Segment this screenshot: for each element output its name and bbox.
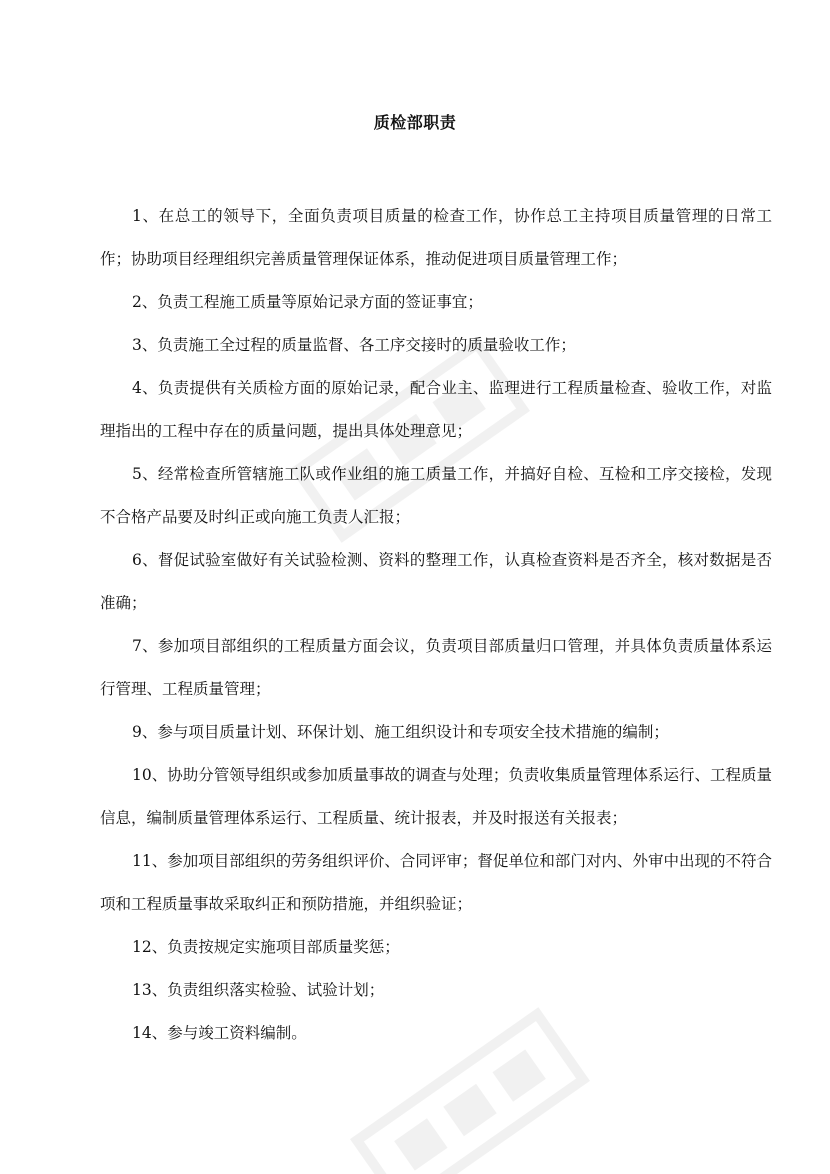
duty-item-9: 9、参与项目质量计划、环保计划、施工组织设计和专项安全技术措施的编制； xyxy=(132,723,669,741)
document-title: 质检部职责 xyxy=(373,113,457,132)
duty-item-13: 13、负责组织落实检验、试验计划； xyxy=(132,981,385,999)
duty-item-5: 5、经常检查所管辖施工队或作业组的施工质量工作，并搞好自检、互检和工序交接检，发现不合格产品要及时纠正或向施工负责人汇报； xyxy=(100,465,772,526)
duty-item-11: 11、参加项目部组织的劳务组织评价、合同评审；督促单位和部门对内、外审中出现的不符合项和工程质量事故采取纠正和预防措施，并组织验证； xyxy=(100,852,772,913)
duty-item-14: 14、参与竣工资料编制。 xyxy=(132,1024,307,1042)
duty-item-12: 12、负责按规定实施项目部质量奖惩； xyxy=(132,938,400,956)
duty-item-1: 1、在总工的领导下，全面负责项目质量的检查工作，协作总工主持项目质量管理的日常工作；协助项目经理组织完善质量管理保证体系，推动促进项目质量管理工作； xyxy=(100,207,772,268)
duty-item-10: 10、协助分管领导组织或参加质量事故的调查与处理；负责收集质量管理体系运行、工程质量信息，编制质量管理体系运行、工程质量、统计报表，并及时报送有关报表； xyxy=(100,766,772,827)
document-body xyxy=(100,195,772,1055)
duty-item-3: 3、负责施工全过程的质量监督、各工序交接时的质量验收工作； xyxy=(132,336,576,354)
duty-item-2: 2、负责工程施工质量等原始记录方面的签证事宜； xyxy=(132,293,483,311)
duty-item-6: 6、督促试验室做好有关试验检测、资料的整理工作，认真检查资料是否齐全，核对数据是否准确； xyxy=(100,551,772,612)
duty-item-4: 4、负责提供有关质检方面的原始记录，配合业主、监理进行工程质量检查、验收工作，对监理指出的工程中存在的质量问题，提出具体处理意见； xyxy=(100,379,772,440)
duty-item-7: 7、参加项目部组织的工程质量方面会议，负责项目部质量归口管理，并具体负责质量体系运行管理、工程质量管理； xyxy=(100,637,772,698)
